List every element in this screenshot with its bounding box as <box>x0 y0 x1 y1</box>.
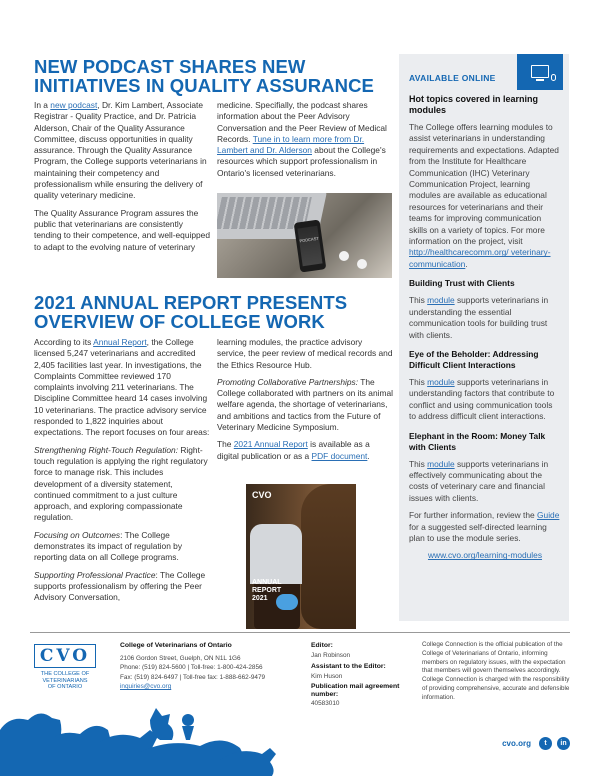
article2-focus1: Strengthening Right-Touch Regulation: Right-touch regulation is applying the right regulatory force to manage risk. This includes development of a diversity statement, continued commitment to a just culture approach, and exploring compassionate regulation. <box>34 444 208 523</box>
org-fax: Fax: (519) 824-6497 | Toll-free fax: 1-888-662-9479 <box>120 673 266 681</box>
email-link[interactable]: inquiries@cvo.org <box>120 683 172 691</box>
annual-report-2021-link[interactable]: 2021 Annual Report <box>233 439 308 450</box>
module2-title: Eye of the Beholder: Addressing Difficult Client Interactions <box>409 348 539 370</box>
article2-col1 <box>34 337 210 610</box>
article2-col2 <box>217 337 393 468</box>
article1-para3: medicine. Specifially, the podcast shares information about the Peer Advisory Conversation and the Peer Review of Medical Records. Tune in to learn more from Dr. Lambert and Dr. Alderson about the College's resources which support professionalism in Ontario's licensed veterinarians. <box>217 100 387 178</box>
sidebar-intro: The College offers learning modules to assist veterinarians in understanding requirements and expectations. Adapted from the Institute for Healthcare Communication (IHC) Veterinary Communication Project, learning modules are available as educational resources for veterinarians and their teams for improving communication skills on a variety of topics. For more information on the project, visit http://healthcarecomm.org/ veterinary-communication. <box>409 122 559 269</box>
module3-link[interactable]: module <box>427 458 455 469</box>
guide-link[interactable]: Guide <box>537 510 560 521</box>
org-name: College of Veterinarians of Ontario <box>120 642 232 649</box>
sidebar-closing: For further information, review the Guide for a suggested self-directed learning plan to use the module series. <box>409 510 560 543</box>
article1-col1 <box>34 100 210 259</box>
assistant-label: Assistant to the Editor: <box>311 663 386 671</box>
agreement-label: Publication mail agreement number: <box>311 683 400 699</box>
article1-title: NEW PODCAST SHARES NEW INITIATIVES IN QUALITY ASSURANCE <box>34 56 374 96</box>
article2-focus2: Focusing on Outcomes: The College demonstrates its impact of regulation by reporting data on all College programs. <box>34 529 183 563</box>
footer-contact <box>120 641 300 692</box>
learning-modules-link[interactable]: www.cvo.org/learning-modules <box>427 550 543 561</box>
computer-monitor-icon <box>517 54 563 90</box>
cover-logo: CVO <box>252 490 272 500</box>
agreement-number: 40583010 <box>311 700 340 708</box>
sidebar-body <box>409 94 561 562</box>
cvo-logo-mark: CVO <box>34 644 96 668</box>
article1-para1: In a new podcast, Dr. Kim Lambert, Associate Registrar - Quality Practice, and Dr. Patricia Alderson, Chair of the Quality Assurance Committee, discuss opportunities in quality assurance. Through the Quality Assurance Program, the College supports veterinarians in maintaining their competency and professionalism while ensuring the delivery of quality veterinary medicine. <box>34 100 207 201</box>
twitter-icon[interactable]: t <box>539 737 552 750</box>
article2-focus4: Promoting Collaborative Partnerships: The College collaborated with partners on its animal welfare agenda, the shortage of veterinarians, and ambitions and tactics from the Future of Veterinary Medicine Symposium. <box>217 376 393 433</box>
editor-name: Jan Robinson <box>311 651 351 659</box>
assistant-name: Kim Huson <box>311 672 343 680</box>
article2-availability: The 2021 Annual Report is available as a digital publication or as a PDF document. <box>217 439 370 461</box>
annual-report-cover[interactable] <box>246 484 356 629</box>
available-online-label: AVAILABLE ONLINE <box>409 73 496 83</box>
linkedin-icon[interactable]: in <box>557 737 570 750</box>
article2-title: 2021 ANNUAL REPORT PRESENTS OVERVIEW OF COLLEGE WORK <box>34 292 348 332</box>
module3-desc: This module supports veterinarians in effectively communicating about the costs of veterinary care and financial issues with clients. <box>409 458 549 503</box>
module2-desc: This module supports veterinarians in understanding factors that contribute to conflict and using communication tools to address difficult client interactions. <box>409 376 555 422</box>
article2-para1: According to its Annual Report, the College licensed 5,247 veterinarians and accredited 2,405 facilities last year. In investigations, the Complaints Committee reviewed 170 complaints involving 211 veterinarians. The Discipline Committee heard 14 cases involving 10 veterinarians. The practice advisory service responded to 1,822 inquiries about expectations. The report focuses on four areas: <box>34 337 210 438</box>
site-link[interactable]: cvo.org <box>502 739 531 748</box>
cvo-logo-caption: THE COLLEGE OF VETERINARIANS OF ONTARIO <box>40 671 90 691</box>
org-phone: Phone: (519) 824-5600 | Toll-free: 1-800-424-2856 <box>120 664 263 672</box>
annual-report-link[interactable]: Annual Report <box>93 337 147 347</box>
editor-label: Editor: <box>311 642 333 649</box>
footer-divider <box>30 632 570 633</box>
module2-link[interactable]: module <box>427 376 455 387</box>
article2-focus3: Supporting Professional Practice: The College supports professionalism by offering the Peer Advisory Conversation, <box>34 569 206 603</box>
footer-editorial <box>311 641 411 709</box>
article1-para2: The Quality Assurance Program assures the public that veterinarians are consistently tending to their competence, and well-equipped to adapt to the evolving nature of veterinary <box>34 207 210 252</box>
animal-silhouettes <box>0 690 300 776</box>
module1-desc: This module supports veterinarians in understanding the essential communication tools for building trust with clients. <box>409 295 549 340</box>
cvo-logo <box>34 644 96 696</box>
org-address: 2106 Gordon Street, Guelph, ON N1L 1G6 <box>120 654 241 662</box>
module1-title: Building Trust with Clients <box>409 278 515 289</box>
horse-image <box>301 484 356 629</box>
healthcarecomm-link[interactable]: http://healthcarecomm.org/ veterinary-communication <box>409 247 551 269</box>
cover-title: ANNUAL REPORT 2021 <box>252 579 282 602</box>
sidebar-heading: Hot topics covered in learning modules <box>409 94 539 115</box>
pdf-document-link[interactable]: PDF document <box>311 450 368 461</box>
footer-links <box>502 737 570 750</box>
module1-link[interactable]: module <box>427 295 455 306</box>
publication-note: College Connection is the official publication of the College of Veterinarians of Ontario, informing members on regulatory issues, with the expectation that members will govern themselves accordingly. College Connection is charged with the responsibility of providing comprehensive, accurate and defensible information. <box>422 641 570 701</box>
phone-image: PODCAST <box>294 219 327 272</box>
article2-col2-para1: learning modules, the practice advisory service, the peer review of medical records and the Ethics Resource Hub. <box>217 337 393 370</box>
article1-col2 <box>217 100 393 185</box>
new-podcast-link[interactable]: new podcast <box>50 100 98 110</box>
tune-in-link[interactable]: Tune in to learn more from Dr. Lambert and Dr. Alderson <box>217 133 365 156</box>
module3-title: Elephant in the Room: Money Talk with Clients <box>409 430 546 452</box>
podcast-photo <box>217 193 392 278</box>
